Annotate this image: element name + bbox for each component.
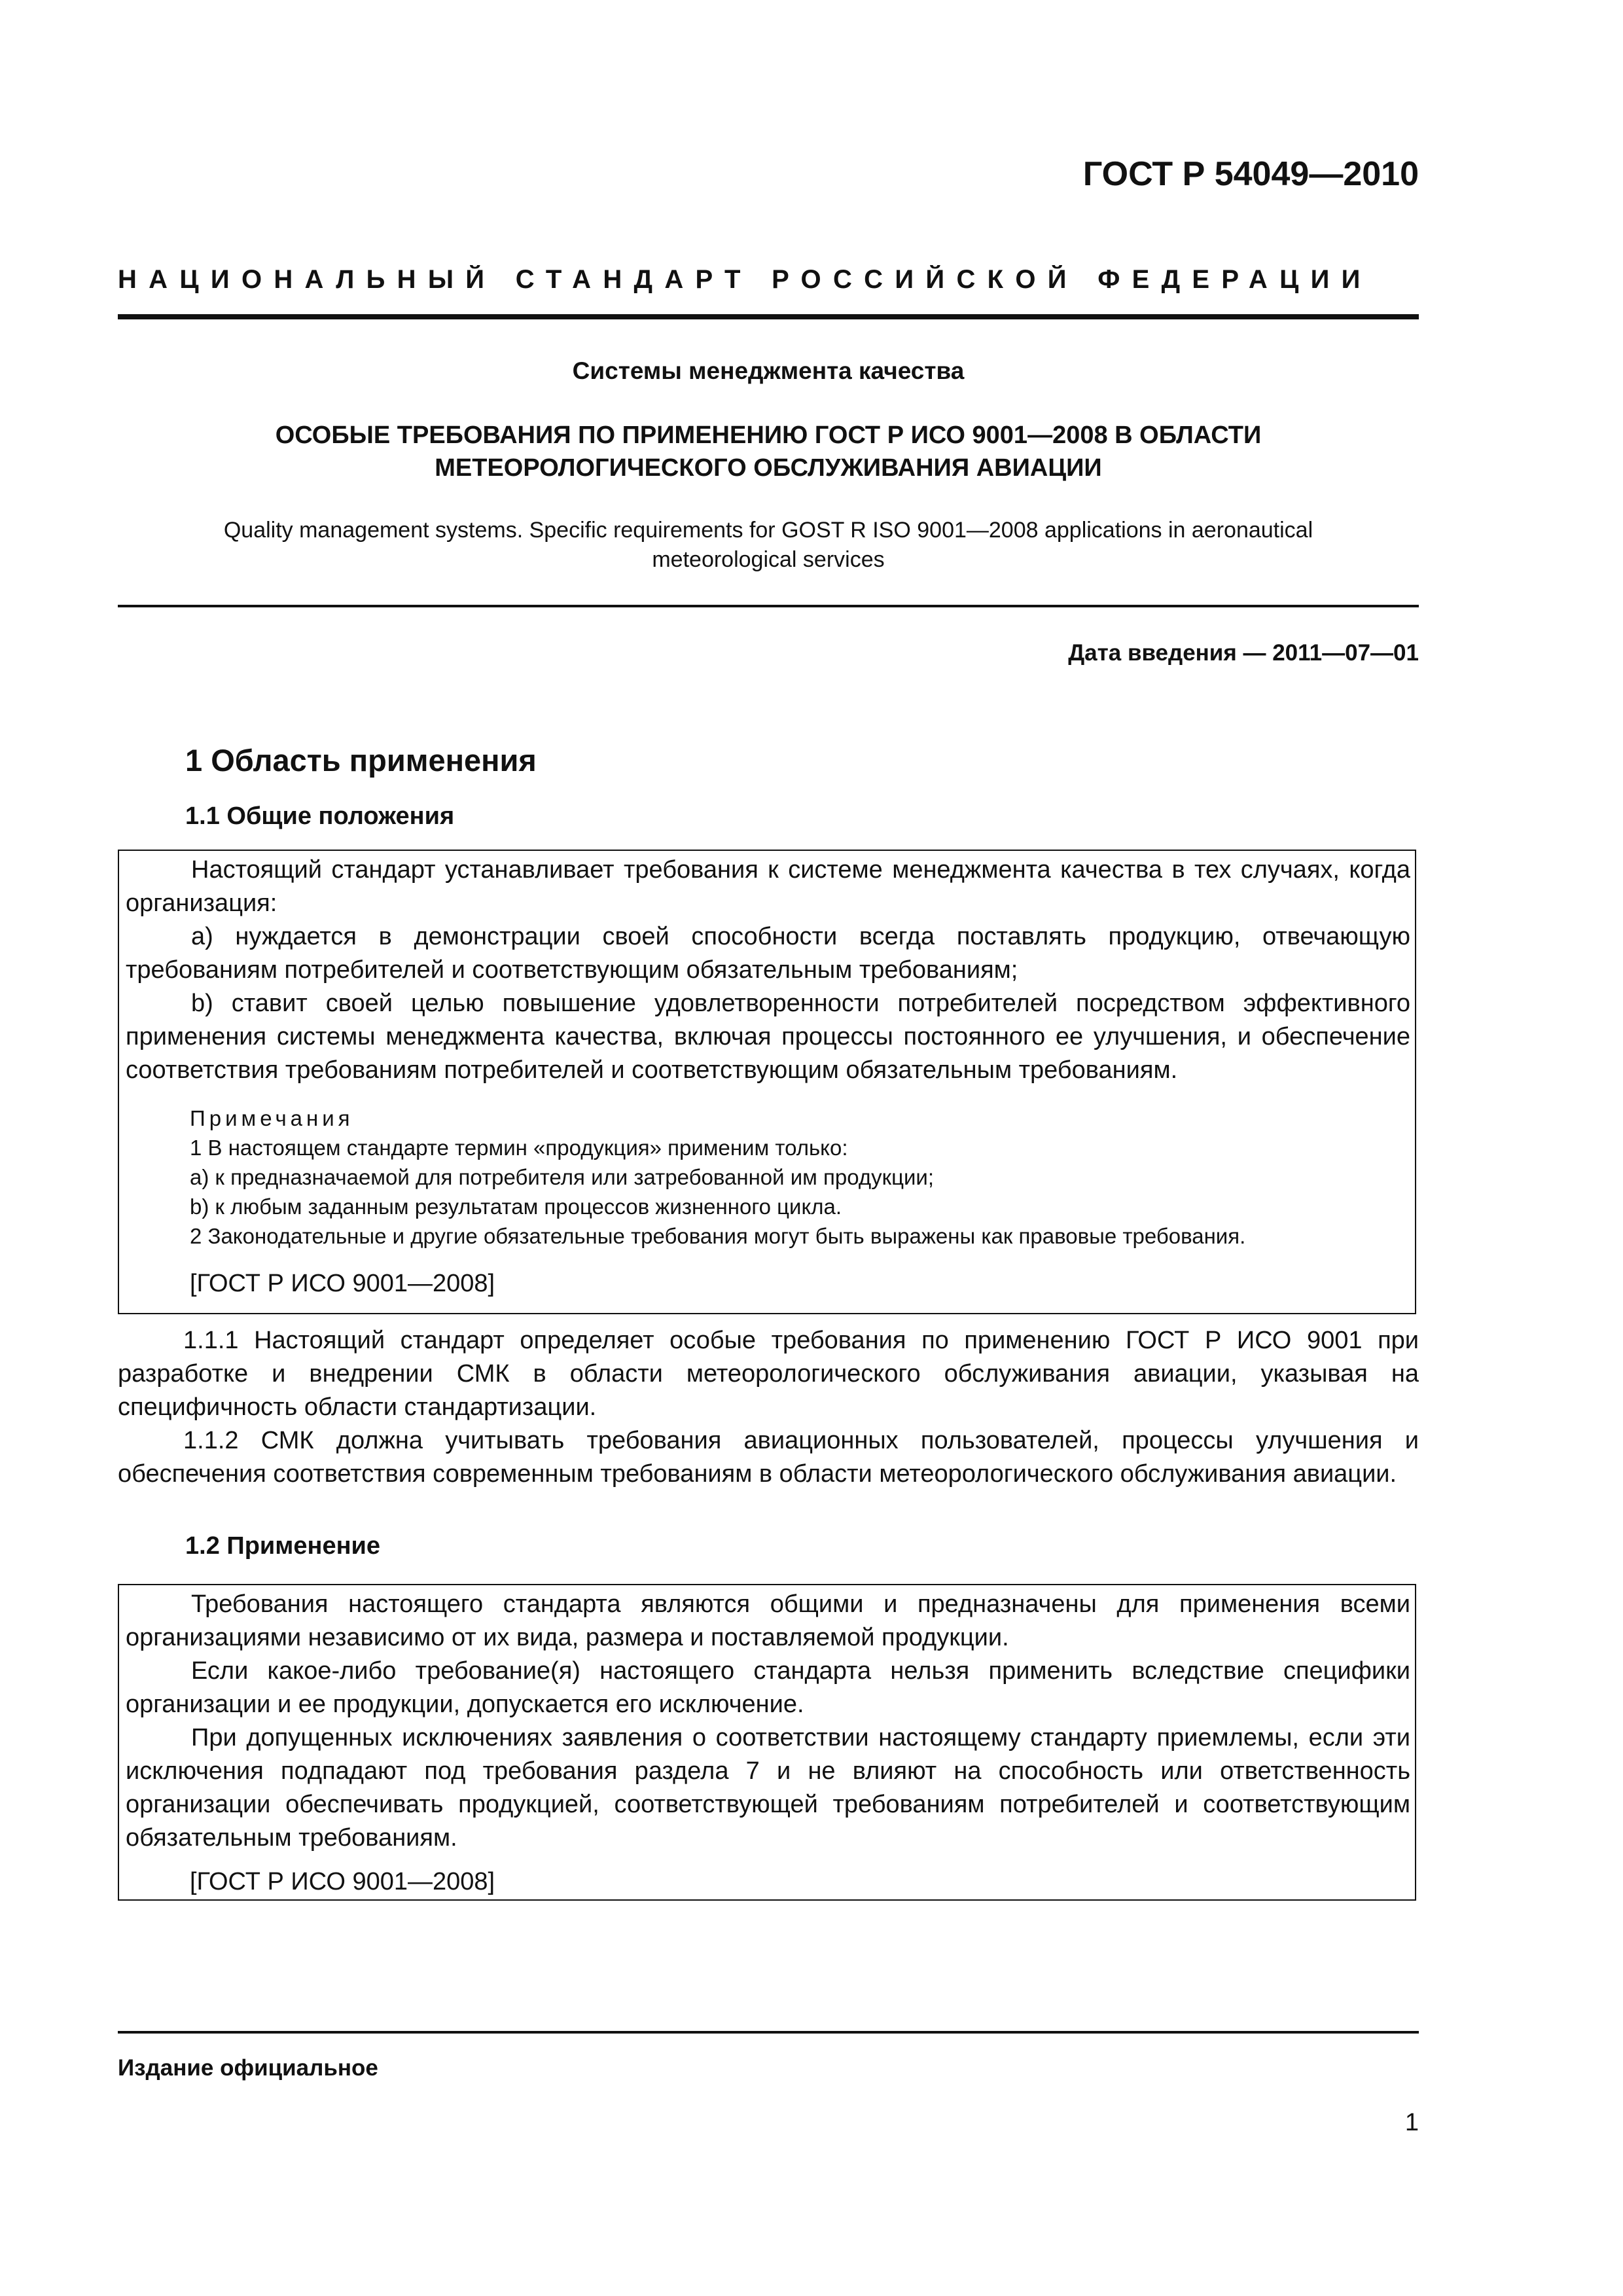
- note-item: 2 Законодательные и другие обязательные требования могут быть выражены как правовые требования.: [190, 1224, 1246, 1248]
- document-title-ru: [118, 419, 1419, 484]
- paragraph: Настоящий стандарт устанавливает требования к системе менеджмента качества в тех случаях, когда организация:: [126, 856, 1410, 917]
- footer-rule: [118, 2031, 1419, 2034]
- national-standard-title: НАЦИОНАЛЬНЫЙ СТАНДАРТ РОССИЙСКОЙ ФЕДЕРАЦИИ: [118, 265, 1372, 294]
- clause-text: [118, 1324, 1419, 1491]
- introduction-date: Дата введения — 2011—07—01: [1068, 640, 1419, 666]
- title-ru-line: ОСОБЫЕ ТРЕБОВАНИЯ ПО ПРИМЕНЕНИЮ ГОСТ Р ИСО 9001—2008 В ОБЛАСТИ: [275, 422, 1262, 449]
- note-item: 1 В настоящем стандарте термин «продукция» применим только:: [190, 1136, 848, 1160]
- title-ru-line: МЕТЕОРОЛОГИЧЕСКОГО ОБСЛУЖИВАНИЯ АВИАЦИИ: [435, 454, 1102, 482]
- box-text: [126, 1588, 1410, 1855]
- notes-title: Примечания: [190, 1106, 354, 1130]
- box-text: [126, 853, 1410, 1087]
- standard-number: ГОСТ Р 54049—2010: [1082, 155, 1419, 193]
- document-title-en: [118, 516, 1419, 575]
- title-en-line: Quality management systems. Specific requirements for GOST R ISO 9001—2008 applications in aeronautical: [223, 518, 1313, 543]
- note-item: a) к предназначаемой для потребителя или затребованной им продукции;: [190, 1165, 935, 1189]
- source-reference: [ГОСТ Р ИСО 9001—2008]: [190, 1868, 495, 1895]
- title-en-line: meteorological services: [652, 547, 885, 572]
- note-item: b) к любым заданным результатам процессов жизненного цикла.: [190, 1194, 842, 1219]
- title-rule: [118, 605, 1419, 607]
- paragraph: Требования настоящего стандарта являются общими и предназначены для применения всеми организациями независимо от их вида, размера и поставляемой продукции.: [126, 1590, 1410, 1651]
- paragraph: 1.1.2 СМК должна учитывать требования авиационных пользователей, процессы улучшения и обеспечения соответствия современным требованиям в области метеорологического обслуживания авиации.: [118, 1427, 1419, 1488]
- paragraph: a) нуждается в демонстрации своей способности всегда поставлять продукцию, отвечающую требованиям потребителей и соответствующим обязательным требованиям;: [126, 923, 1410, 984]
- document-subject: Системы менеджмента качества: [572, 357, 965, 384]
- paragraph: b) ставит своей целью повышение удовлетворенности потребителей посредством эффективного применения системы менеджмента качества, включая процессы постоянного ее улучшения, и обеспечение соответствия требованиям потребителей и соответствующим обязательным требованиям.: [126, 990, 1410, 1084]
- page-number: 1: [1404, 2109, 1419, 2136]
- paragraph: 1.1.1 Настоящий стандарт определяет особые требования по применению ГОСТ Р ИСО 9001 при разработке и внедрении СМК в области метеорологического обслуживания авиации, указывая на специфичность области стандартизации.: [118, 1327, 1419, 1421]
- paragraph: Если какое-либо требование(я) настоящего стандарта нельзя применить вследствие специфики организации и ее продукции, допускается его исключение.: [126, 1657, 1410, 1718]
- source-reference: [ГОСТ Р ИСО 9001—2008]: [190, 1270, 495, 1297]
- notes-block: [190, 1103, 1407, 1251]
- subsection-heading: 1.2 Применение: [185, 1532, 381, 1560]
- subsection-heading: 1.1 Общие положения: [185, 802, 455, 830]
- edition-label: Издание официальное: [118, 2055, 378, 2081]
- section-heading: 1 Область применения: [185, 743, 537, 778]
- header-rule: [118, 314, 1419, 319]
- paragraph: При допущенных исключениях заявления о соответствии настоящему стандарту приемлемы, если эти исключения подпадают под требования раздела 7 и не влияют на способность или ответственность организации обеспечивать продукцией, соответствующей требованиям потребителей и соответствующим обязательным требованиям.: [126, 1724, 1410, 1852]
